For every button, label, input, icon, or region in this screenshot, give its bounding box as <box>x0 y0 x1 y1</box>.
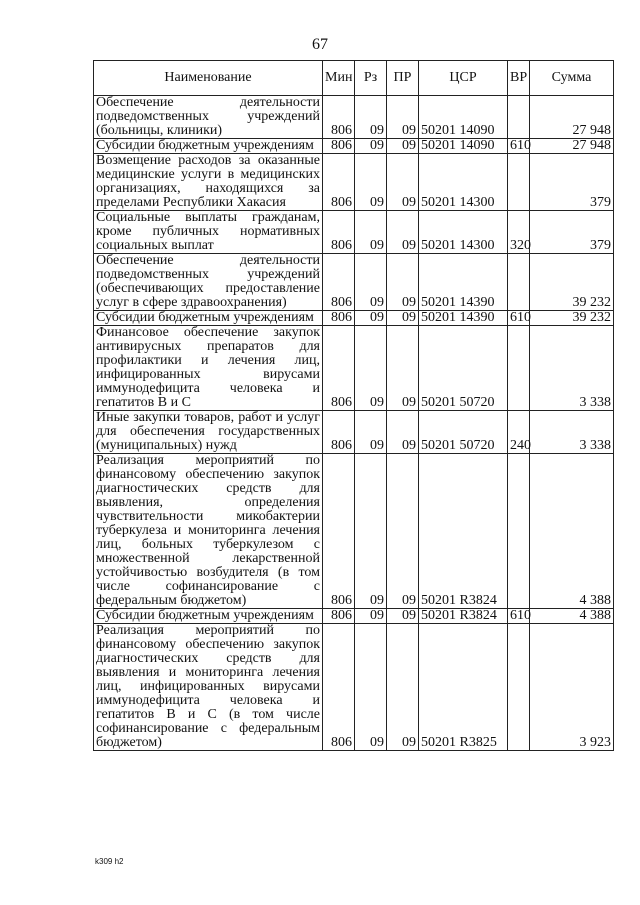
row-csr: 50201 50720 <box>419 326 508 411</box>
row-pr: 09 <box>387 96 419 139</box>
row-pr: 09 <box>387 311 419 326</box>
row-sum: 3 923 <box>530 624 614 751</box>
row-name: Обеспечение деятельности подведомственных учреждений (обеспечивающих предоставление услуг в сфере здравоохранения) <box>94 254 323 311</box>
row-vr <box>508 96 530 139</box>
row-min: 806 <box>323 454 355 609</box>
row-sum: 39 232 <box>530 311 614 326</box>
row-csr: 50201 14390 <box>419 311 508 326</box>
row-pr: 09 <box>387 139 419 154</box>
row-name: Иные закупки товаров, работ и услуг для обеспечения государственных (муниципальных) нужд <box>94 411 323 454</box>
row-vr: 320 <box>508 211 530 254</box>
row-name: Реализация мероприятий по финансовому обеспечению закупок диагностических средств для выявления и мониторинга лечения лиц, инфицированных вирусами иммунодефицита человека и гепатитов В и С (в том числе софинансирование с федеральным бюджетом) <box>94 624 323 751</box>
row-name: Обеспечение деятельности подведомственных учреждений (больницы, клиники) <box>94 96 323 139</box>
header-vr: ВР <box>508 61 530 96</box>
header-csr: ЦСР <box>419 61 508 96</box>
row-pr: 09 <box>387 411 419 454</box>
row-vr: 610 <box>508 139 530 154</box>
row-name: Субсидии бюджетным учреждениям <box>94 311 323 326</box>
row-rz: 09 <box>355 311 387 326</box>
table-row <box>94 624 614 751</box>
row-vr: 240 <box>508 411 530 454</box>
row-min: 806 <box>323 154 355 211</box>
row-name: Возмещение расходов за оказанные медицинские услуги в медицинских организациях, находящихся за пределами Республики Хакасия <box>94 154 323 211</box>
row-pr: 09 <box>387 326 419 411</box>
row-csr: 50201 14300 <box>419 211 508 254</box>
table-row <box>94 139 614 154</box>
row-name: Субсидии бюджетным учреждениям <box>94 609 323 624</box>
row-rz: 09 <box>355 139 387 154</box>
row-min: 806 <box>323 254 355 311</box>
row-pr: 09 <box>387 454 419 609</box>
row-vr <box>508 624 530 751</box>
row-min: 806 <box>323 609 355 624</box>
footer-code: k309 h2 <box>95 857 124 866</box>
row-rz: 09 <box>355 624 387 751</box>
row-min: 806 <box>323 211 355 254</box>
table-row <box>94 96 614 139</box>
table-row <box>94 411 614 454</box>
header-pr: ПР <box>387 61 419 96</box>
row-vr <box>508 454 530 609</box>
row-csr: 50201 R3825 <box>419 624 508 751</box>
row-sum: 379 <box>530 211 614 254</box>
row-sum: 3 338 <box>530 411 614 454</box>
row-csr: 50201 R3824 <box>419 454 508 609</box>
table-row <box>94 609 614 624</box>
table-row <box>94 326 614 411</box>
table-header-row <box>94 61 614 96</box>
row-pr: 09 <box>387 254 419 311</box>
row-rz: 09 <box>355 454 387 609</box>
row-pr: 09 <box>387 211 419 254</box>
row-csr: 50201 14090 <box>419 96 508 139</box>
row-min: 806 <box>323 624 355 751</box>
row-rz: 09 <box>355 254 387 311</box>
table-row <box>94 311 614 326</box>
row-sum: 39 232 <box>530 254 614 311</box>
row-csr: 50201 R3824 <box>419 609 508 624</box>
row-csr: 50201 50720 <box>419 411 508 454</box>
header-min: Мин <box>323 61 355 96</box>
row-sum: 27 948 <box>530 139 614 154</box>
row-vr <box>508 154 530 211</box>
row-sum: 27 948 <box>530 96 614 139</box>
row-vr <box>508 326 530 411</box>
row-rz: 09 <box>355 326 387 411</box>
row-min: 806 <box>323 311 355 326</box>
row-vr: 610 <box>508 609 530 624</box>
row-pr: 09 <box>387 609 419 624</box>
row-name: Финансовое обеспечение закупок антивирусных препаратов для профилактики и лечения лиц, инфицированных вирусами иммунодефицита человека и гепатитов В и С <box>94 326 323 411</box>
header-sum: Сумма <box>530 61 614 96</box>
header-rz: Рз <box>355 61 387 96</box>
row-min: 806 <box>323 96 355 139</box>
table-row <box>94 254 614 311</box>
budget-table <box>93 60 614 751</box>
row-rz: 09 <box>355 154 387 211</box>
row-rz: 09 <box>355 609 387 624</box>
row-rz: 09 <box>355 411 387 454</box>
row-min: 806 <box>323 326 355 411</box>
row-name: Социальные выплаты гражданам, кроме публичных нормативных социальных выплат <box>94 211 323 254</box>
row-vr: 610 <box>508 311 530 326</box>
row-csr: 50201 14300 <box>419 154 508 211</box>
row-pr: 09 <box>387 154 419 211</box>
row-name: Субсидии бюджетным учреждениям <box>94 139 323 154</box>
row-min: 806 <box>323 139 355 154</box>
row-sum: 3 338 <box>530 326 614 411</box>
header-name: Наименование <box>94 61 323 96</box>
row-sum: 4 388 <box>530 454 614 609</box>
row-name: Реализация мероприятий по финансовому обеспечению закупок диагностических средств для выявления, определения чувствительности микобактерии туберкулеза и мониторинга лечения лиц, больных туберкулезом с множественной лекарственной устойчивостью возбудителя (в том числе софинансирование с федеральным бюджетом) <box>94 454 323 609</box>
row-sum: 379 <box>530 154 614 211</box>
row-pr: 09 <box>387 624 419 751</box>
row-csr: 50201 14090 <box>419 139 508 154</box>
row-csr: 50201 14390 <box>419 254 508 311</box>
table-row <box>94 211 614 254</box>
row-min: 806 <box>323 411 355 454</box>
table-row <box>94 154 614 211</box>
row-rz: 09 <box>355 211 387 254</box>
row-vr <box>508 254 530 311</box>
row-rz: 09 <box>355 96 387 139</box>
row-sum: 4 388 <box>530 609 614 624</box>
table-row <box>94 454 614 609</box>
page-number: 67 <box>312 36 328 53</box>
